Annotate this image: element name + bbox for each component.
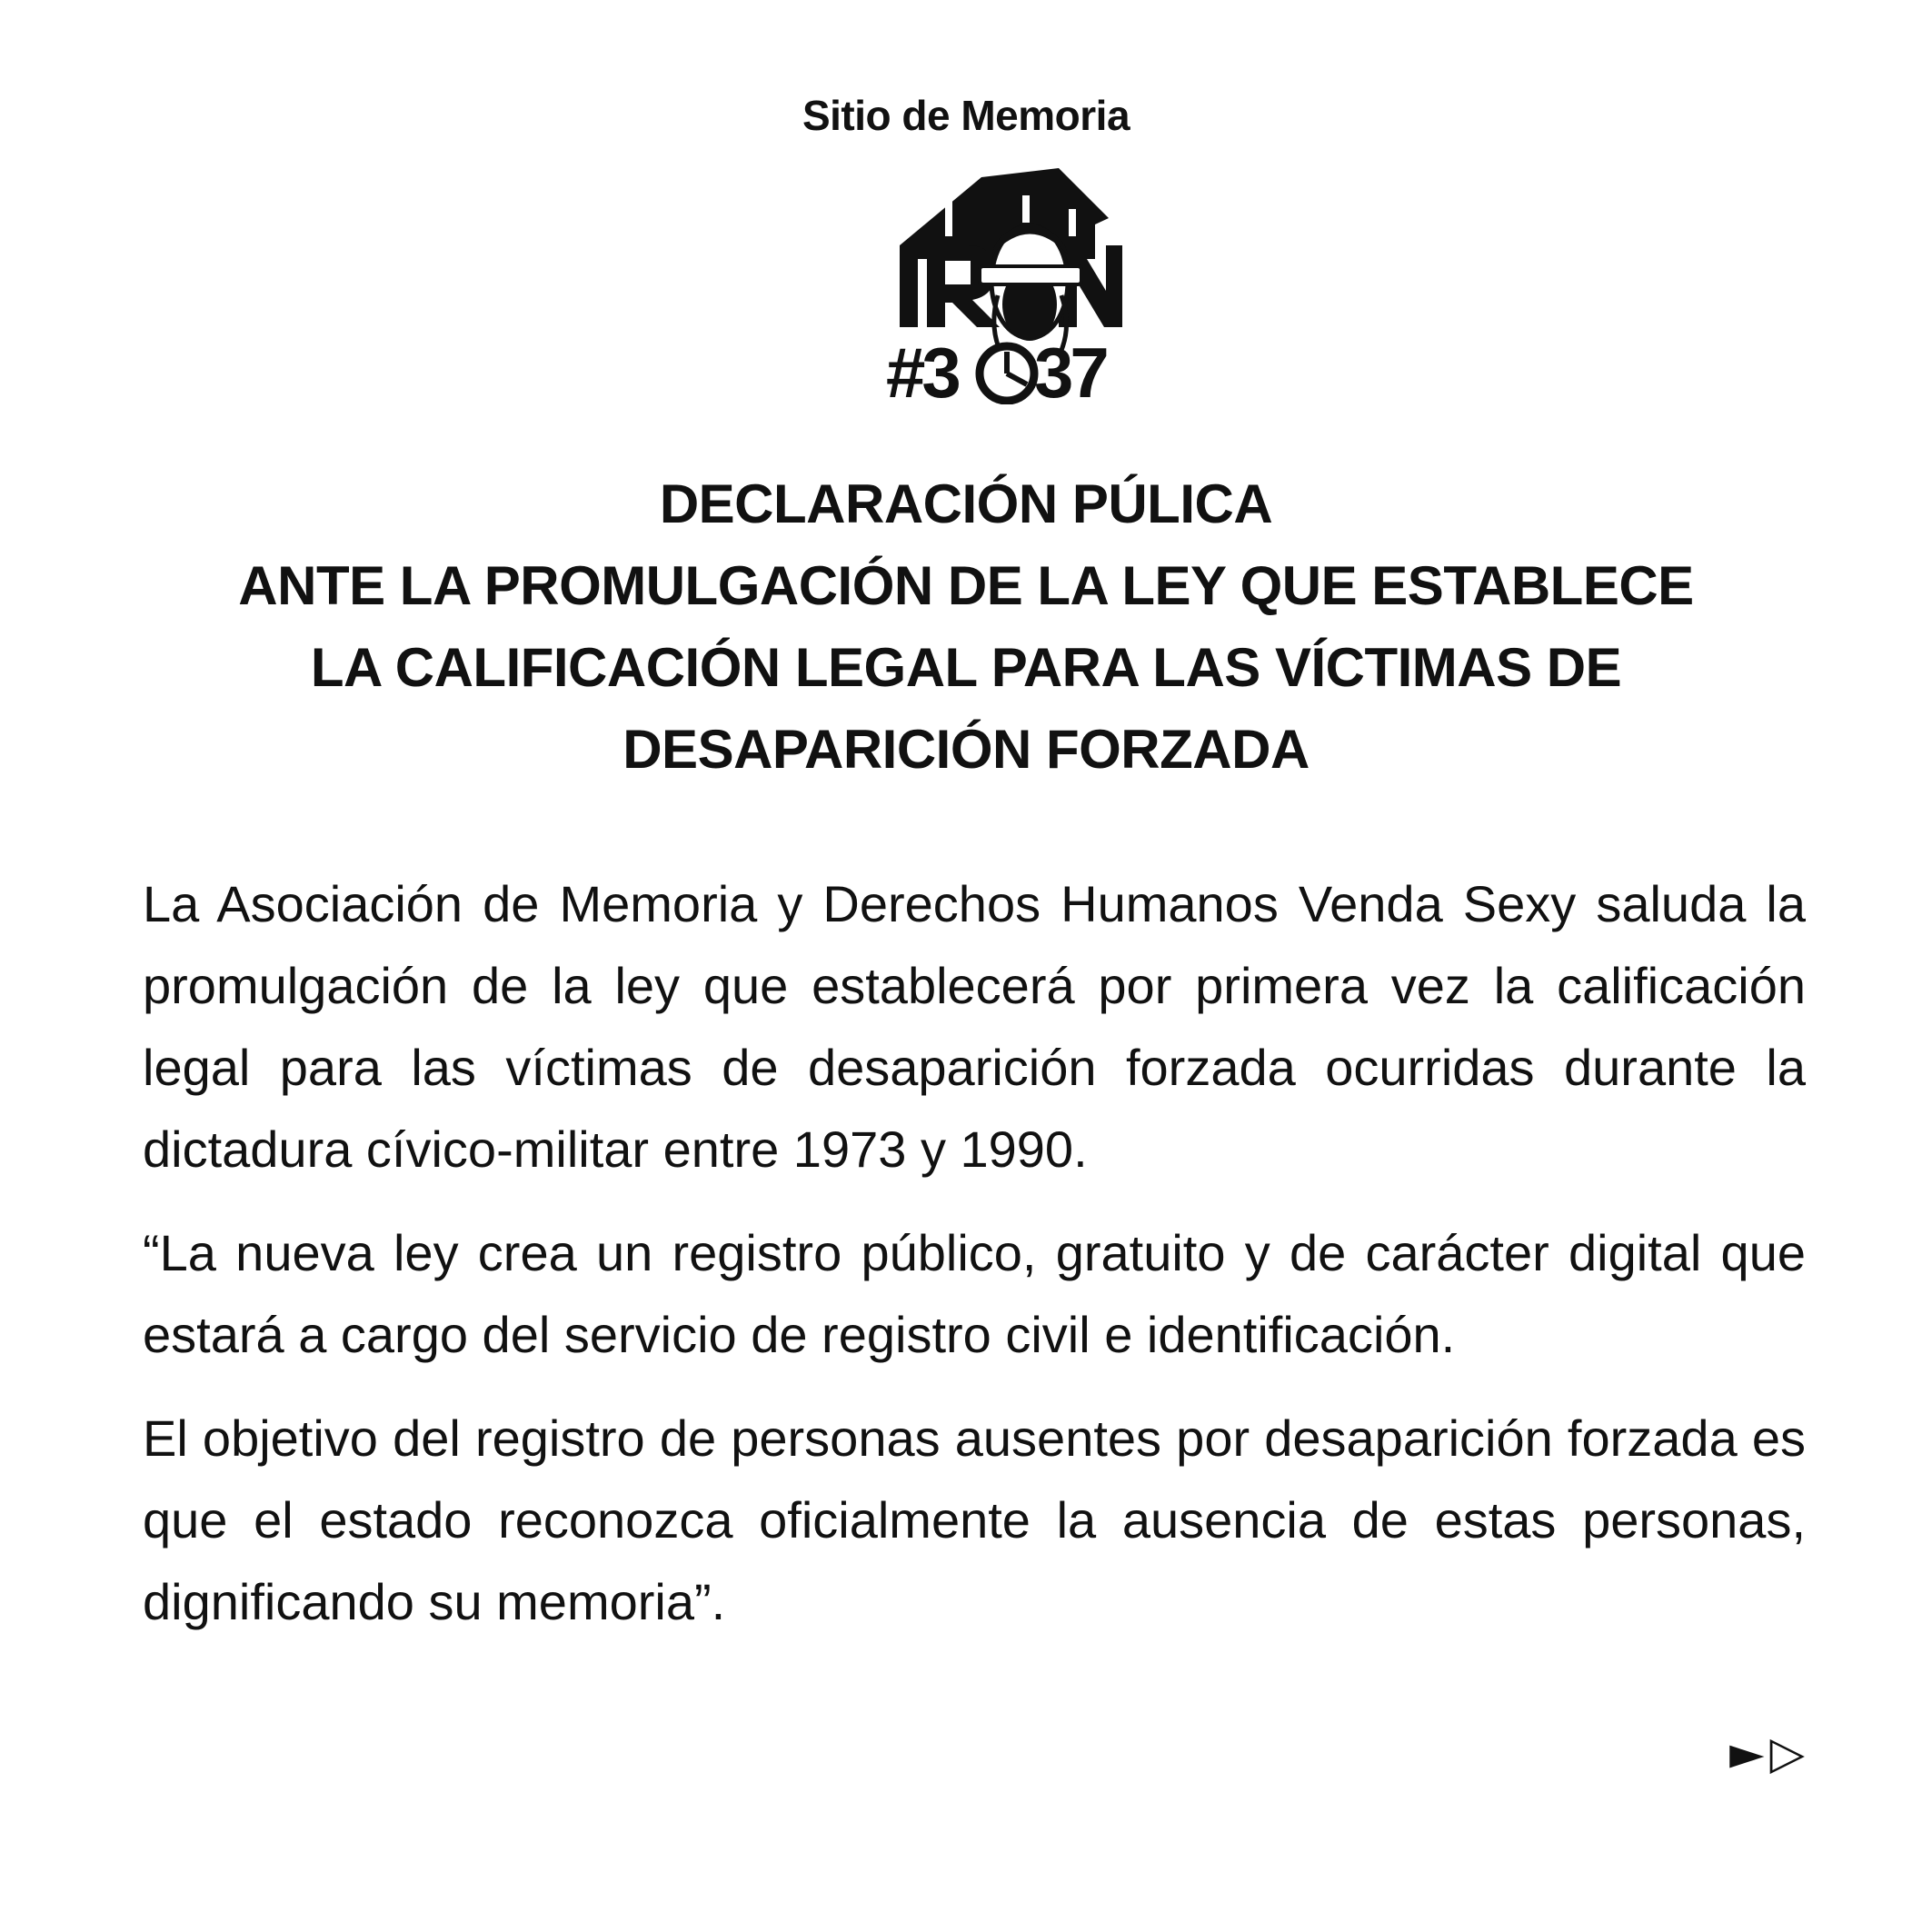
site-kicker: Sitio de Memoria (802, 92, 1130, 139)
heading-line: DESAPARICIÓN FORZADA (622, 719, 1310, 780)
body-paragraph: La Asociación de Memoria y Derechos Humanos Venda Sexy saluda la promulgación de la ley que establecerá por primera vez la calificación legal para las víctimas de desaparición forzada ocurridas durante la dictadura cívico-militar entre 1973 y 1990. (143, 875, 1806, 1178)
svg-text:37: 37 (1034, 333, 1106, 404)
svg-text:#3: #3 (886, 333, 958, 404)
heading-line: ANTE LA PROMULGACIÓN DE LA LEY QUE ESTABLECE (238, 555, 1694, 616)
heading-line: DECLARACIÓN PÚLICA (659, 473, 1273, 534)
body-paragraph: “La nueva ley crea un registro público, gratuito y de carácter digital que estará a cargo del servicio de registro civil e identificación. (143, 1224, 1806, 1363)
iran-3037-memorial-logo-icon (845, 159, 1145, 404)
play-filled-icon: ► (1729, 1727, 1765, 1779)
declaration-body (143, 863, 1806, 1665)
body-paragraph: El objetivo del registro de personas ausentes por desaparición forzada es que el estado reconozca oficialmente la ausencia de estas personas, dignificando su memoria”. (143, 1409, 1806, 1630)
declaration-heading (91, 463, 1841, 791)
heading-line: LA CALIFICACIÓN LEGAL PARA LAS VÍCTIMAS DE (310, 637, 1622, 698)
play-outline-icon: ▷ (1769, 1727, 1805, 1779)
next-slide-indicator (1729, 1727, 1805, 1779)
